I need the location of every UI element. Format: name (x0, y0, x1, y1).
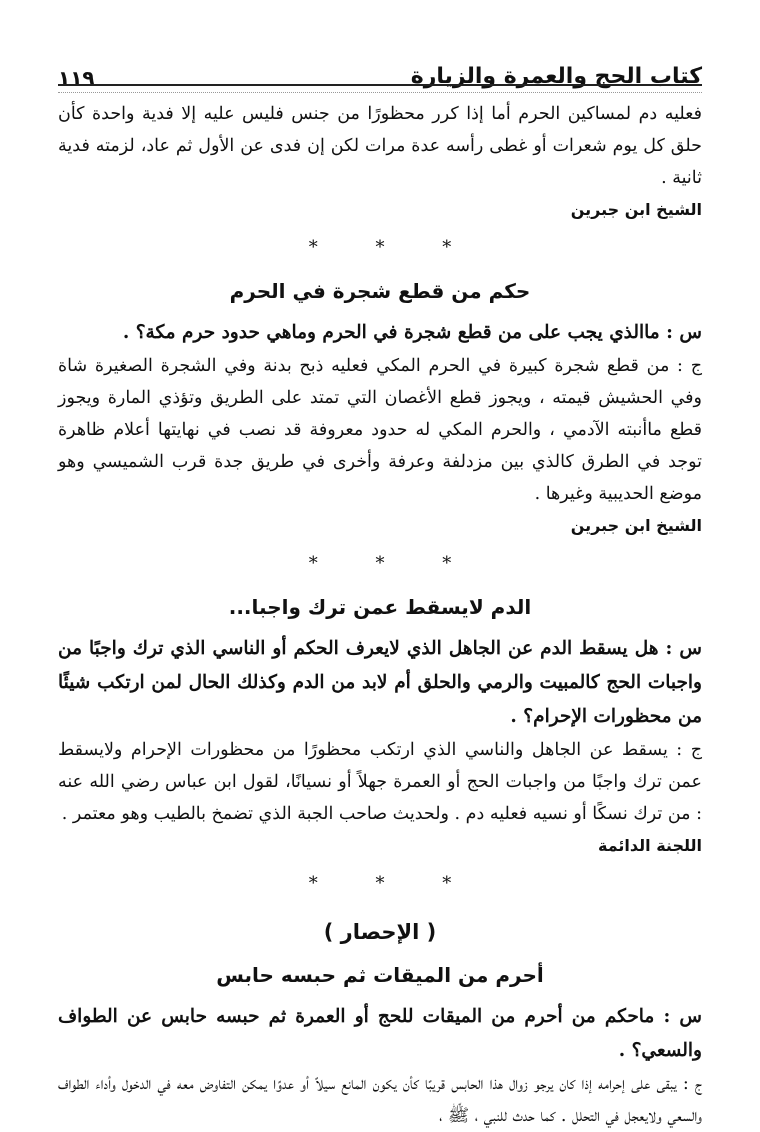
page-number: ١١٩ (58, 66, 95, 90)
heading-cutting-tree: حكم من قطع شجرة في الحرم (229, 279, 531, 303)
book-title: كتاب الحج والعمرة والزيارة (410, 64, 702, 89)
page-header (58, 40, 702, 88)
section-title-ihsar: ( الإحصار ) (323, 920, 437, 944)
separator-stars-1: * * * (308, 237, 478, 258)
header-divider (58, 84, 702, 93)
question-cutting-tree: س : ماالذي يجب على من قطع شجرة في الحرم وماهي حدود حرم مكة؟ . (122, 322, 702, 343)
question-held-back: س : ماحكم من أحرم من الميقات للحج أو العمرة ثم حبسه حابس عن الطواف والسعي؟ . (58, 1006, 702, 1061)
heading-held-back: أحرم من الميقات ثم حبسه حابس (216, 963, 544, 987)
answer-held-back: ج : يبقى على إحرامه إذا كان يرجو زوال هذا الحابس قريبًا كأن يكون المانع سيلاً أو عدوًا يمكن التفاوض معه في الدخول وأداء الطواف والسعي ولايعجل في التحلل . كما حدث للنبي ، ﷺ ، (58, 1074, 702, 1126)
paragraph-continuation: فعليه دم لمساكين الحرم أما إذا كرر محظورًا من جنس فليس عليه إلا فدية واحدة كأن حلق كل يوم شعرات أو غطى رأسه عدة مرات لكن إن فدى عن الأول ثم عاد، لزمته فدية ثانية . (58, 104, 702, 188)
signature-ibn-jibreen-1: الشيخ ابن جبرين (570, 200, 702, 219)
separator-stars-3: * * * (308, 873, 478, 894)
question-blood-penalty: س : هل يسقط الدم عن الجاهل الذي لايعرف الحكم أو الناسي الذي ترك واجبًا من واجبات الحج كالمبيت والرمي والحلق أم لابد من الدم وكذلك الحال لمن ارتكب شيئًا من محظورات الإحرام؟ . (58, 638, 702, 727)
answer-blood-penalty: ج : يسقط عن الجاهل والناسي الذي ارتكب محظورًا من محظورات الإحرام ولايسقط عمن ترك واجبًا من واجبات الحج أو العمرة جهلاً أو نسيانًا، لقول ابن عباس رضي الله عنه : من ترك نسكًا أو نسيه فعليه دم . ولحديث صاحب الجبة الذي تضمخ بالطيب وهو معتمر . (58, 740, 702, 824)
signature-permanent-committee: اللجنة الدائمة (597, 836, 702, 855)
signature-ibn-jibreen-2: الشيخ ابن جبرين (570, 516, 702, 535)
page-body (58, 98, 702, 1132)
answer-cutting-tree: ج : من قطع شجرة كبيرة في الحرم المكي فعليه ذبح بدنة وفي الشجرة الصغيرة شاة وفي الحشيش قيمته ، ويجوز قطع الأغصان التي تمتد على الطريق وتؤذي المارة ويجوز قطع ماأنبته الآدمي ، والحرم المكي له حدود معروفة قد نصب في نهايتها أعلام ظاهرة توجد في الطرق كالذي بين مزدلفة وعرفة وأخرى في طريق جدة قرب الشميسي وهو موضع الحديبية وغيرها . (58, 356, 702, 504)
separator-stars-2: * * * (308, 553, 478, 574)
heading-blood-penalty: الدم لايسقط عمن ترك واجبا... (228, 595, 532, 619)
